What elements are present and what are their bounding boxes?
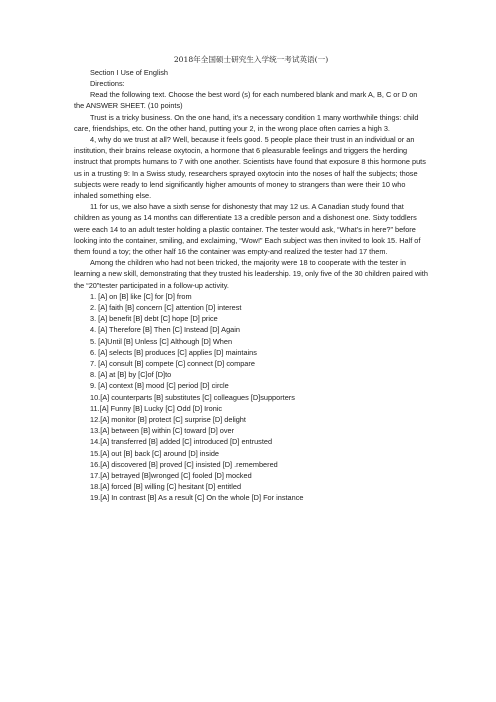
passage-paragraph: 4, why do we trust at all? Well, because it feels good. 5 people place their trust in an individual or an institution, their brains release oxytocin, a hormone that 6 pleasurable feelings and triggers the herding instruct that prompts humans to 7 with one another. Scientists have found that exposure 8 this hormone puts us in a trusting 9: In a Swiss study, researchers sprayed oxytocin into the noses of half the subjects; those subjects were ready to lend significantly higher amounts of money to strangers than were their 10 who inhaled something else.: [74, 134, 426, 200]
question-item: 10.[A] counterparts [B] substitutes [C] colleagues [D]supporters: [90, 392, 295, 402]
section-heading: Section I Use of English: [90, 67, 168, 77]
passage-paragraph: Among the children who had not been tricked, the majority were 18 to cooperate with the tester in learning a new skill, demonstrating that they trusted his leadership. 19, only five of the 30 children paired with the “20”tester participated in a follow-up activity.: [74, 258, 428, 290]
directions-text: Read the following text. Choose the best word (s) for each numbered blank and mark A, B, C or D on the ANSWER SHEET. (10 points): [74, 90, 418, 111]
question-item: 8. [A] at [B] by [C]of [D]to: [90, 370, 172, 380]
question-item: 19.[A] In contrast [B] As a result [C] On the whole [D] For instance: [90, 493, 304, 503]
question-item: 4. [A] Therefore [B] Then [C] Instead [D] Again: [90, 325, 240, 335]
page-title: 2018年全国硕士研究生入学统一考试英语(一): [173, 55, 329, 64]
question-item: 14.[A] transferred [B] added [C] introduced [D] entrusted: [90, 437, 273, 447]
question-item: 1. [A] on [B] like [C] for [D] from: [90, 291, 192, 301]
question-item: 18.[A] forced [B] willing [C] hesitant [D] entitled: [90, 482, 242, 492]
question-item: 2. [A] faith [B] concern [C] attention [D] interest: [90, 302, 242, 312]
question-item: 12.[A] monitor [B] protect [C] surprise [D] delight: [90, 415, 246, 424]
passage-paragraph: Trust is a tricky business. On the one hand, it's a necessary condition 1 many worthwhile things: child care, friendships, etc. On the other hand, putting your 2, in the wrong place often carries a high 3.: [74, 112, 419, 133]
question-item: 15.[A] out [B] back [C] around [D] inside: [90, 448, 219, 458]
question-item: 3. [A] benefit [B] debt [C] hope [D] price: [90, 314, 218, 324]
passage-paragraph: 11 for us, we also have a sixth sense for dishonesty that may 12 us. A Canadian study found that children as young as 14 months can differentiate 13 a credible person and a dishonest one. Sixty toddlers were each 14 to an adult tester holding a plastic container. The tester would ask, “What’s in here?” before looking into the container, smiling, and exclaiming, “Wow!” Each subject was then invited to look 15. Half of them found a toy; the other half 16 the container was empty-and realized the tester had 17 them.: [74, 202, 421, 256]
document-page: [74, 54, 428, 504]
question-item: 9. [A] context [B] mood [C] period [D] circle: [90, 381, 229, 391]
directions-label: Directions:: [90, 78, 125, 88]
question-item: 6. [A] selects [B] produces [C] applies [D] maintains: [90, 347, 257, 357]
question-item: 11.[A] Funny [B] Lucky [C] Odd [D] Ironic: [90, 403, 223, 413]
question-item: 17.[A] betrayed [B]wronged [C] fooled [D] mocked: [90, 471, 252, 481]
question-item: 5. [A]Until [B] Unless [C] Although [D] When: [90, 336, 233, 346]
question-item: 16.[A] discovered [B] proved [C] insisted [D] .remembered: [90, 459, 278, 469]
question-item: 13.[A] between [B] within [C] toward [D] over: [90, 426, 235, 436]
question-item: 7. [A] consult [B] compete [C] connect [D] compare: [90, 358, 255, 368]
question-list: [74, 291, 428, 504]
